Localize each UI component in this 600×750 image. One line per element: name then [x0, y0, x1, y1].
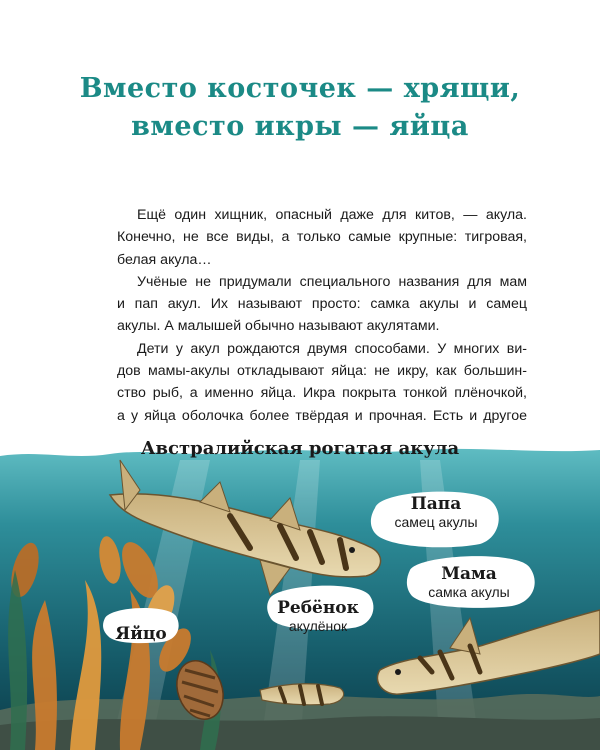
text-line: акулы. А малышей обычно называют акулятами. — [117, 318, 440, 335]
body-text — [117, 204, 527, 427]
label-papa — [372, 494, 500, 530]
text-line: белая акула… — [117, 251, 212, 268]
label-papa-main: Папа — [410, 494, 462, 514]
text-line: ство рыб, а именно яйца. Икра покрыта тонкой плёночкой, — [117, 385, 527, 402]
page-title — [0, 70, 600, 146]
illustration-caption: Австралийская рогатая акула — [140, 438, 460, 459]
label-papa-sub: самец акулы — [394, 514, 478, 530]
label-mama-sub: самка акулы — [428, 584, 510, 600]
label-mama — [405, 564, 533, 600]
paragraph-3 — [117, 338, 527, 427]
text-line: Учёные не придумали специального названия для мам — [137, 273, 527, 290]
text-line: Дети у акул рождаются двумя способами. У многих ви- — [137, 340, 527, 357]
label-child-sub: акулёнок — [288, 618, 348, 634]
text-line: Ещё один хищник, опасный даже для китов, — акула. — [137, 207, 527, 223]
text-line: а у яйца оболочка более твёрдая и прочная. Есть и другое — [117, 407, 527, 424]
label-child-main: Ребёнок — [277, 598, 359, 618]
text-line: дов мамы-акулы откладывают яйца: не икру, как большин- — [117, 363, 527, 380]
label-egg — [102, 624, 180, 644]
baby-shark — [260, 684, 344, 705]
title-line-2: вместо икры — яйца — [131, 111, 469, 142]
label-child — [262, 598, 374, 634]
title-line-1: Вместо косточек — хрящи, — [79, 73, 521, 104]
paragraph-2 — [117, 271, 527, 338]
label-mama-main: Мама — [441, 564, 497, 584]
text-line: Конечно, не все виды, а только самые крупные: тигровая, — [117, 229, 527, 246]
label-egg-main: Яйцо — [115, 624, 167, 644]
paragraph-1 — [117, 204, 527, 271]
text-line: и пап акул. Их называют просто: самка акулы и самец — [117, 296, 527, 313]
